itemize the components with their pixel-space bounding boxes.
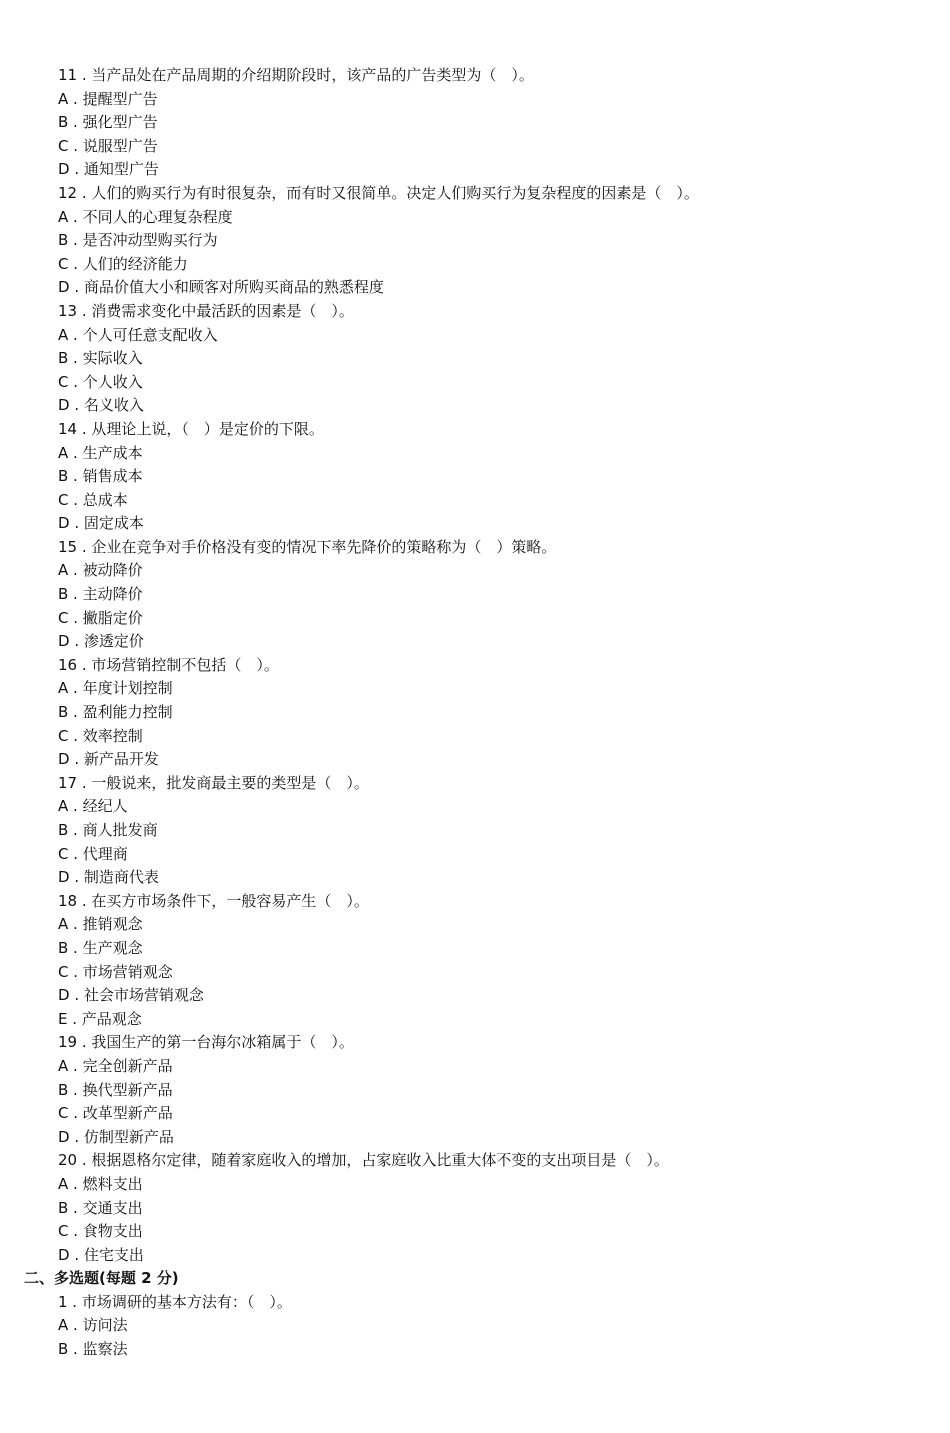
option-20-c: C . 食物支出 [58,1222,143,1241]
exam-page [0,64,950,1362]
option-13-c: C . 个人收入 [58,372,143,391]
question-20: 20 . 根据恩格尔定律，随着家庭收入的增加，占家庭收入比重大体不变的支出项目是（ ）。 [58,1151,669,1170]
option-13-a: A . 个人可任意支配收入 [58,325,218,344]
option-12-d: D . 商品价值大小和顾客对所购买商品的熟悉程度 [58,278,384,297]
option-15-b: B . 主动降价 [58,585,143,604]
option-17-d: D . 制造商代表 [58,868,159,887]
question-18: 18 . 在买方市场条件下，一般容易产生（ ）。 [58,891,369,910]
option-19-d: D . 仿制型新产品 [58,1127,174,1146]
question-15: 15 . 企业在竞争对手价格没有变的情况下率先降价的策略称为（ ）策略。 [58,537,557,556]
option-mc-1-b: B . 监察法 [58,1340,128,1359]
option-13-d: D . 名义收入 [58,396,144,415]
option-18-d: D . 社会市场营销观念 [58,986,204,1005]
option-mc-1-a: A . 访问法 [58,1316,128,1335]
option-11-c: C . 说服型广告 [58,136,158,155]
option-14-d: D . 固定成本 [58,514,144,533]
question-16: 16 . 市场营销控制不包括（ ）。 [58,655,279,674]
section-heading-multiple-choice: 二、多选题(每题 2 分) [24,1269,179,1288]
option-17-b: B . 商人批发商 [58,821,158,839]
question-12: 12 . 人们的购买行为有时很复杂，而有时又很简单。决定人们购买行为复杂程度的因素是（ ）。 [58,183,699,202]
option-20-a: A . 燃料支出 [58,1174,143,1193]
option-17-c: C . 代理商 [58,844,128,863]
question-19: 19 . 我国生产的第一台海尔冰箱属于（ ）。 [58,1033,354,1052]
option-11-d: D . 通知型广告 [58,160,159,179]
option-20-b: B . 交通支出 [58,1198,143,1217]
question-11: 11 . 当产品处在产品周期的介绍期阶段时，该产品的广告类型为（ ）。 [58,66,534,84]
option-14-a: A . 生产成本 [58,443,143,462]
option-18-e: E . 产品观念 [58,1009,142,1028]
option-11-b: B . 强化型广告 [58,113,158,132]
option-18-a: A . 推销观念 [58,915,143,934]
option-15-d: D . 渗透定价 [58,632,144,651]
option-12-c: C . 人们的经济能力 [58,254,188,273]
option-14-c: C . 总成本 [58,490,128,509]
option-18-c: C . 市场营销观念 [58,962,173,981]
option-11-a: A . 提醒型广告 [58,89,158,108]
option-16-b: B . 盈利能力控制 [58,703,173,722]
option-19-a: A . 完全创新产品 [58,1056,173,1075]
question-17: 17 . 一般说来，批发商最主要的类型是（ ）。 [58,773,369,792]
question-mc-1: 1 . 市场调研的基本方法有：（ ）。 [58,1292,292,1311]
option-15-c: C . 撇脂定价 [58,608,143,627]
question-13: 13 . 消费需求变化中最活跃的因素是（ ）。 [58,301,354,320]
option-15-a: A . 被动降价 [58,561,143,580]
option-19-b: B . 换代型新产品 [58,1080,173,1099]
option-16-c: C . 效率控制 [58,726,143,745]
question-14: 14 . 从理论上说，（ ）是定价的下限。 [58,419,324,438]
option-12-a: A . 不同人的心理复杂程度 [58,207,233,226]
option-16-a: A . 年度计划控制 [58,679,173,698]
option-18-b: B . 生产观念 [58,938,143,957]
option-13-b: B . 实际收入 [58,349,143,368]
option-14-b: B . 销售成本 [58,467,143,486]
option-16-d: D . 新产品开发 [58,750,159,769]
option-20-d: D . 住宅支出 [58,1245,144,1264]
option-17-a: A . 经纪人 [58,797,128,816]
option-19-c: C . 改革型新产品 [58,1104,173,1123]
option-12-b: B . 是否冲动型购买行为 [58,231,218,250]
